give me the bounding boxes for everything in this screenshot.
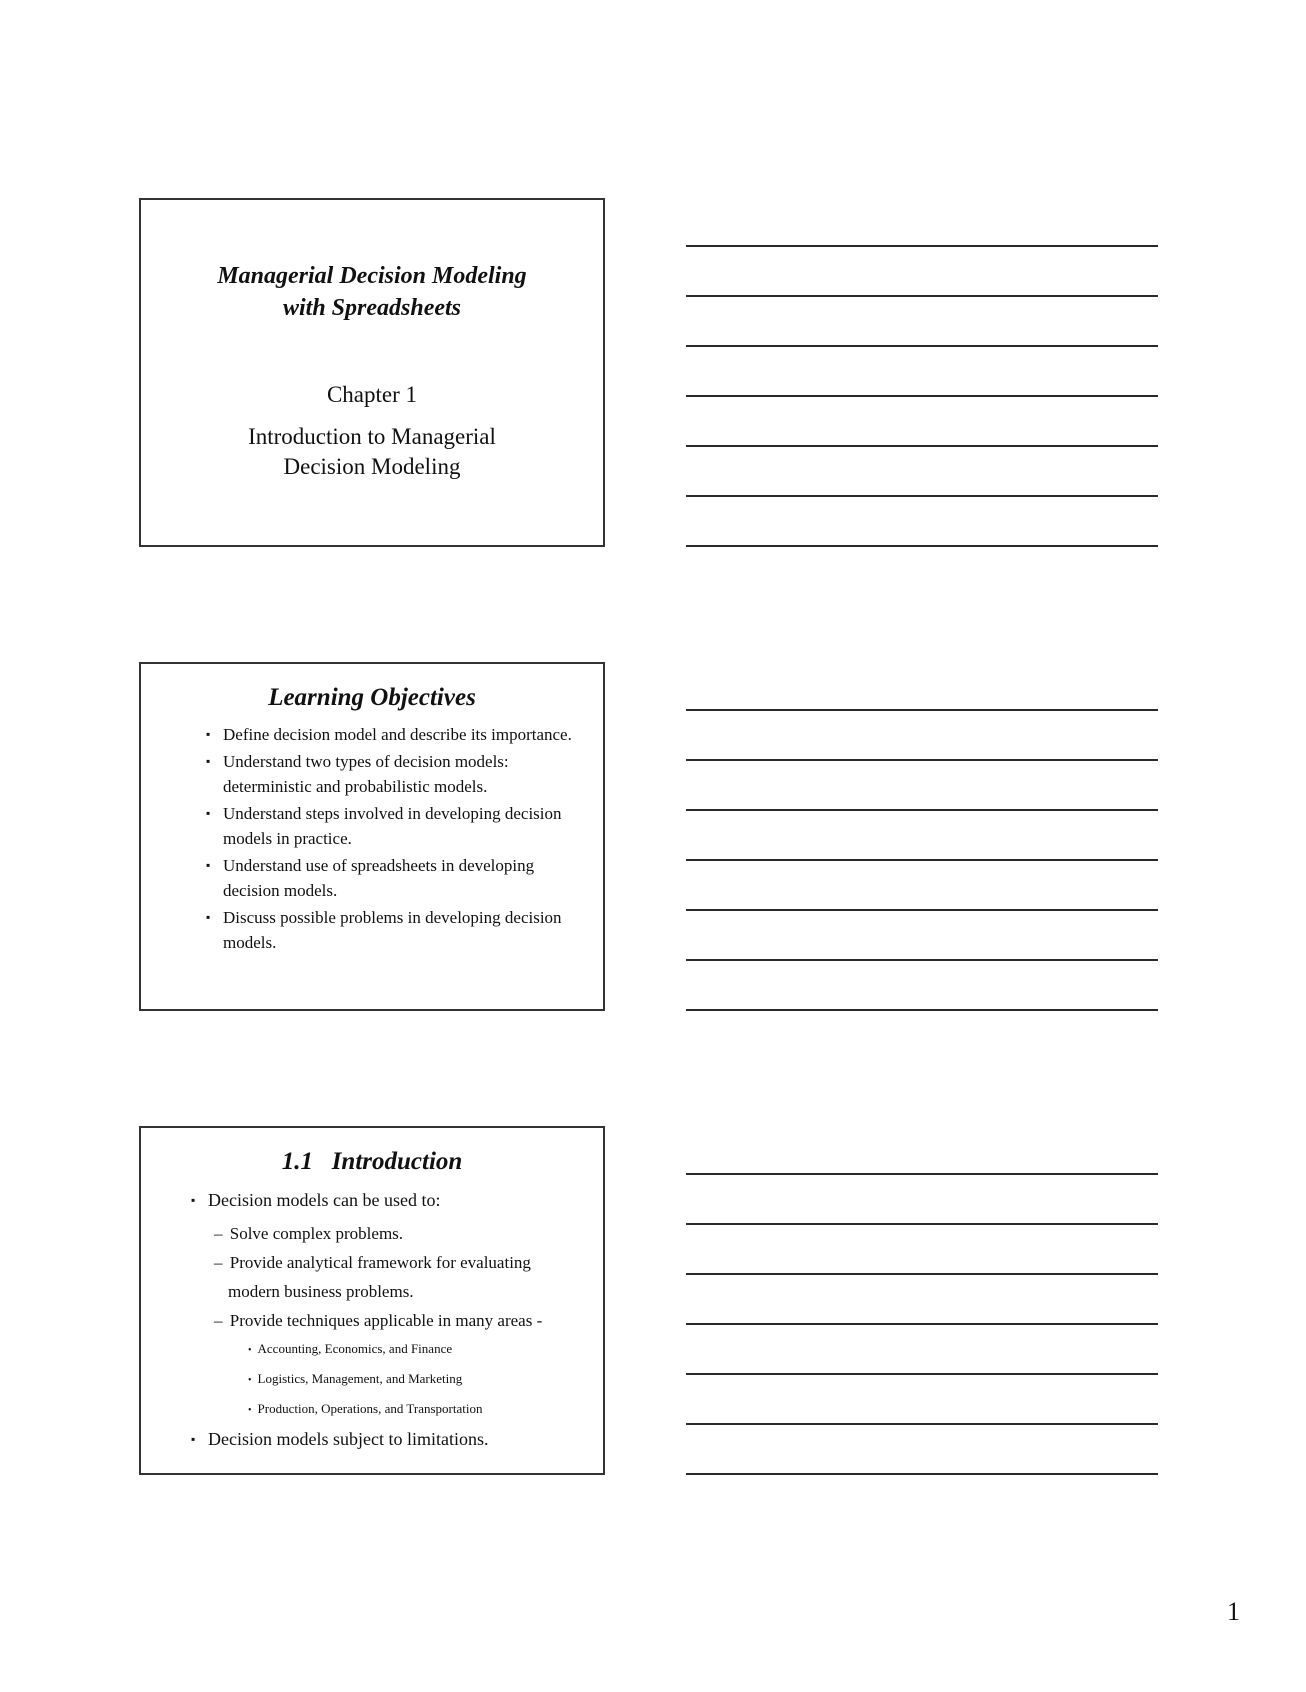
small-bullet-icon: • [248,1405,252,1416]
note-line [686,495,1158,497]
slide-1-title-line-1: Managerial Decision Modeling [217,263,527,289]
area-text: Logistics, Management, and Marketing [257,1371,463,1386]
list-item [208,1395,588,1425]
bullet-icon: ▪ [206,858,211,872]
bullet-icon: ▪ [191,1193,196,1207]
note-line [686,1273,1158,1275]
bullet-icon: ▪ [191,1432,196,1446]
dash-icon: – [214,1253,223,1272]
list-item [208,1248,588,1306]
dash-icon: – [214,1311,223,1330]
slide-thumbnail-2 [139,662,605,1011]
note-line [686,1173,1158,1175]
small-bullet-icon: • [248,1345,252,1356]
objective-text: Define decision model and describe its importance. [223,725,572,744]
note-line [686,445,1158,447]
dash-icon: – [214,1224,223,1243]
slide-1-subtitle-line-2: Decision Modeling [283,454,461,479]
note-line [686,709,1158,711]
note-line [686,759,1158,761]
introduction-list [191,1188,588,1458]
note-line [686,959,1158,961]
area-text: Production, Operations, and Transportation [257,1401,483,1416]
objective-text: Understand two types of decision models: deterministic and probabilistic models. [223,752,509,796]
bullet-icon: ▪ [206,910,211,924]
list-item [191,1427,588,1451]
slide-1-title [141,260,603,324]
note-line [686,345,1158,347]
slide-2-title: Learning Objectives [268,684,476,711]
list-item [208,1306,588,1335]
page-number: 1 [1227,1597,1240,1626]
slide-1-subtitle-line-1: Introduction to Managerial [248,424,496,449]
sub-bullet-text: Provide techniques applicable in many areas - [229,1311,543,1330]
note-line [686,1423,1158,1425]
note-line [686,1473,1158,1475]
note-line [686,395,1158,397]
small-bullet-icon: • [248,1375,252,1386]
note-line [686,545,1158,547]
objective-text: Understand use of spreadsheets in developing decision models. [223,856,535,900]
sub-bullet-text: Solve complex problems. [229,1224,404,1243]
slide-1-subtitle [141,422,603,482]
slide-thumbnail-1 [139,198,605,547]
bullet-text: Decision models subject to limitations. [208,1429,489,1449]
note-line [686,1223,1158,1225]
list-item [206,801,583,851]
area-text: Accounting, Economics, and Finance [257,1341,453,1356]
note-line [686,295,1158,297]
objective-text: Discuss possible problems in developing decision models. [223,908,562,952]
bullet-icon: ▪ [206,806,211,820]
note-line [686,1323,1158,1325]
sub-bullet-text-continued: modern business problems. [228,1282,414,1301]
bullet-icon: ▪ [206,754,211,768]
note-line [686,859,1158,861]
list-item [191,1188,588,1212]
slide-thumbnail-3 [139,1126,605,1475]
list-item [206,749,583,799]
note-line [686,245,1158,247]
note-line [686,1373,1158,1375]
list-item [208,1335,588,1365]
list-item [206,905,583,955]
list-item [206,853,583,903]
note-line [686,809,1158,811]
list-item [208,1219,588,1248]
note-line [686,909,1158,911]
list-item [208,1365,588,1395]
slide-1-chapter: Chapter 1 [326,382,418,407]
objective-text: Understand steps involved in developing decision models in practice. [223,804,562,848]
learning-objectives-list [206,722,583,957]
bullet-icon: ▪ [206,727,211,741]
list-item [206,722,583,747]
slide-1-title-line-2: with Spreadsheets [282,295,462,321]
slide-3-title: 1.1 Introduction [281,1148,463,1175]
bullet-text: Decision models can be used to: [208,1190,441,1210]
note-line [686,1009,1158,1011]
sub-bullet-text: Provide analytical framework for evaluating [229,1253,531,1272]
